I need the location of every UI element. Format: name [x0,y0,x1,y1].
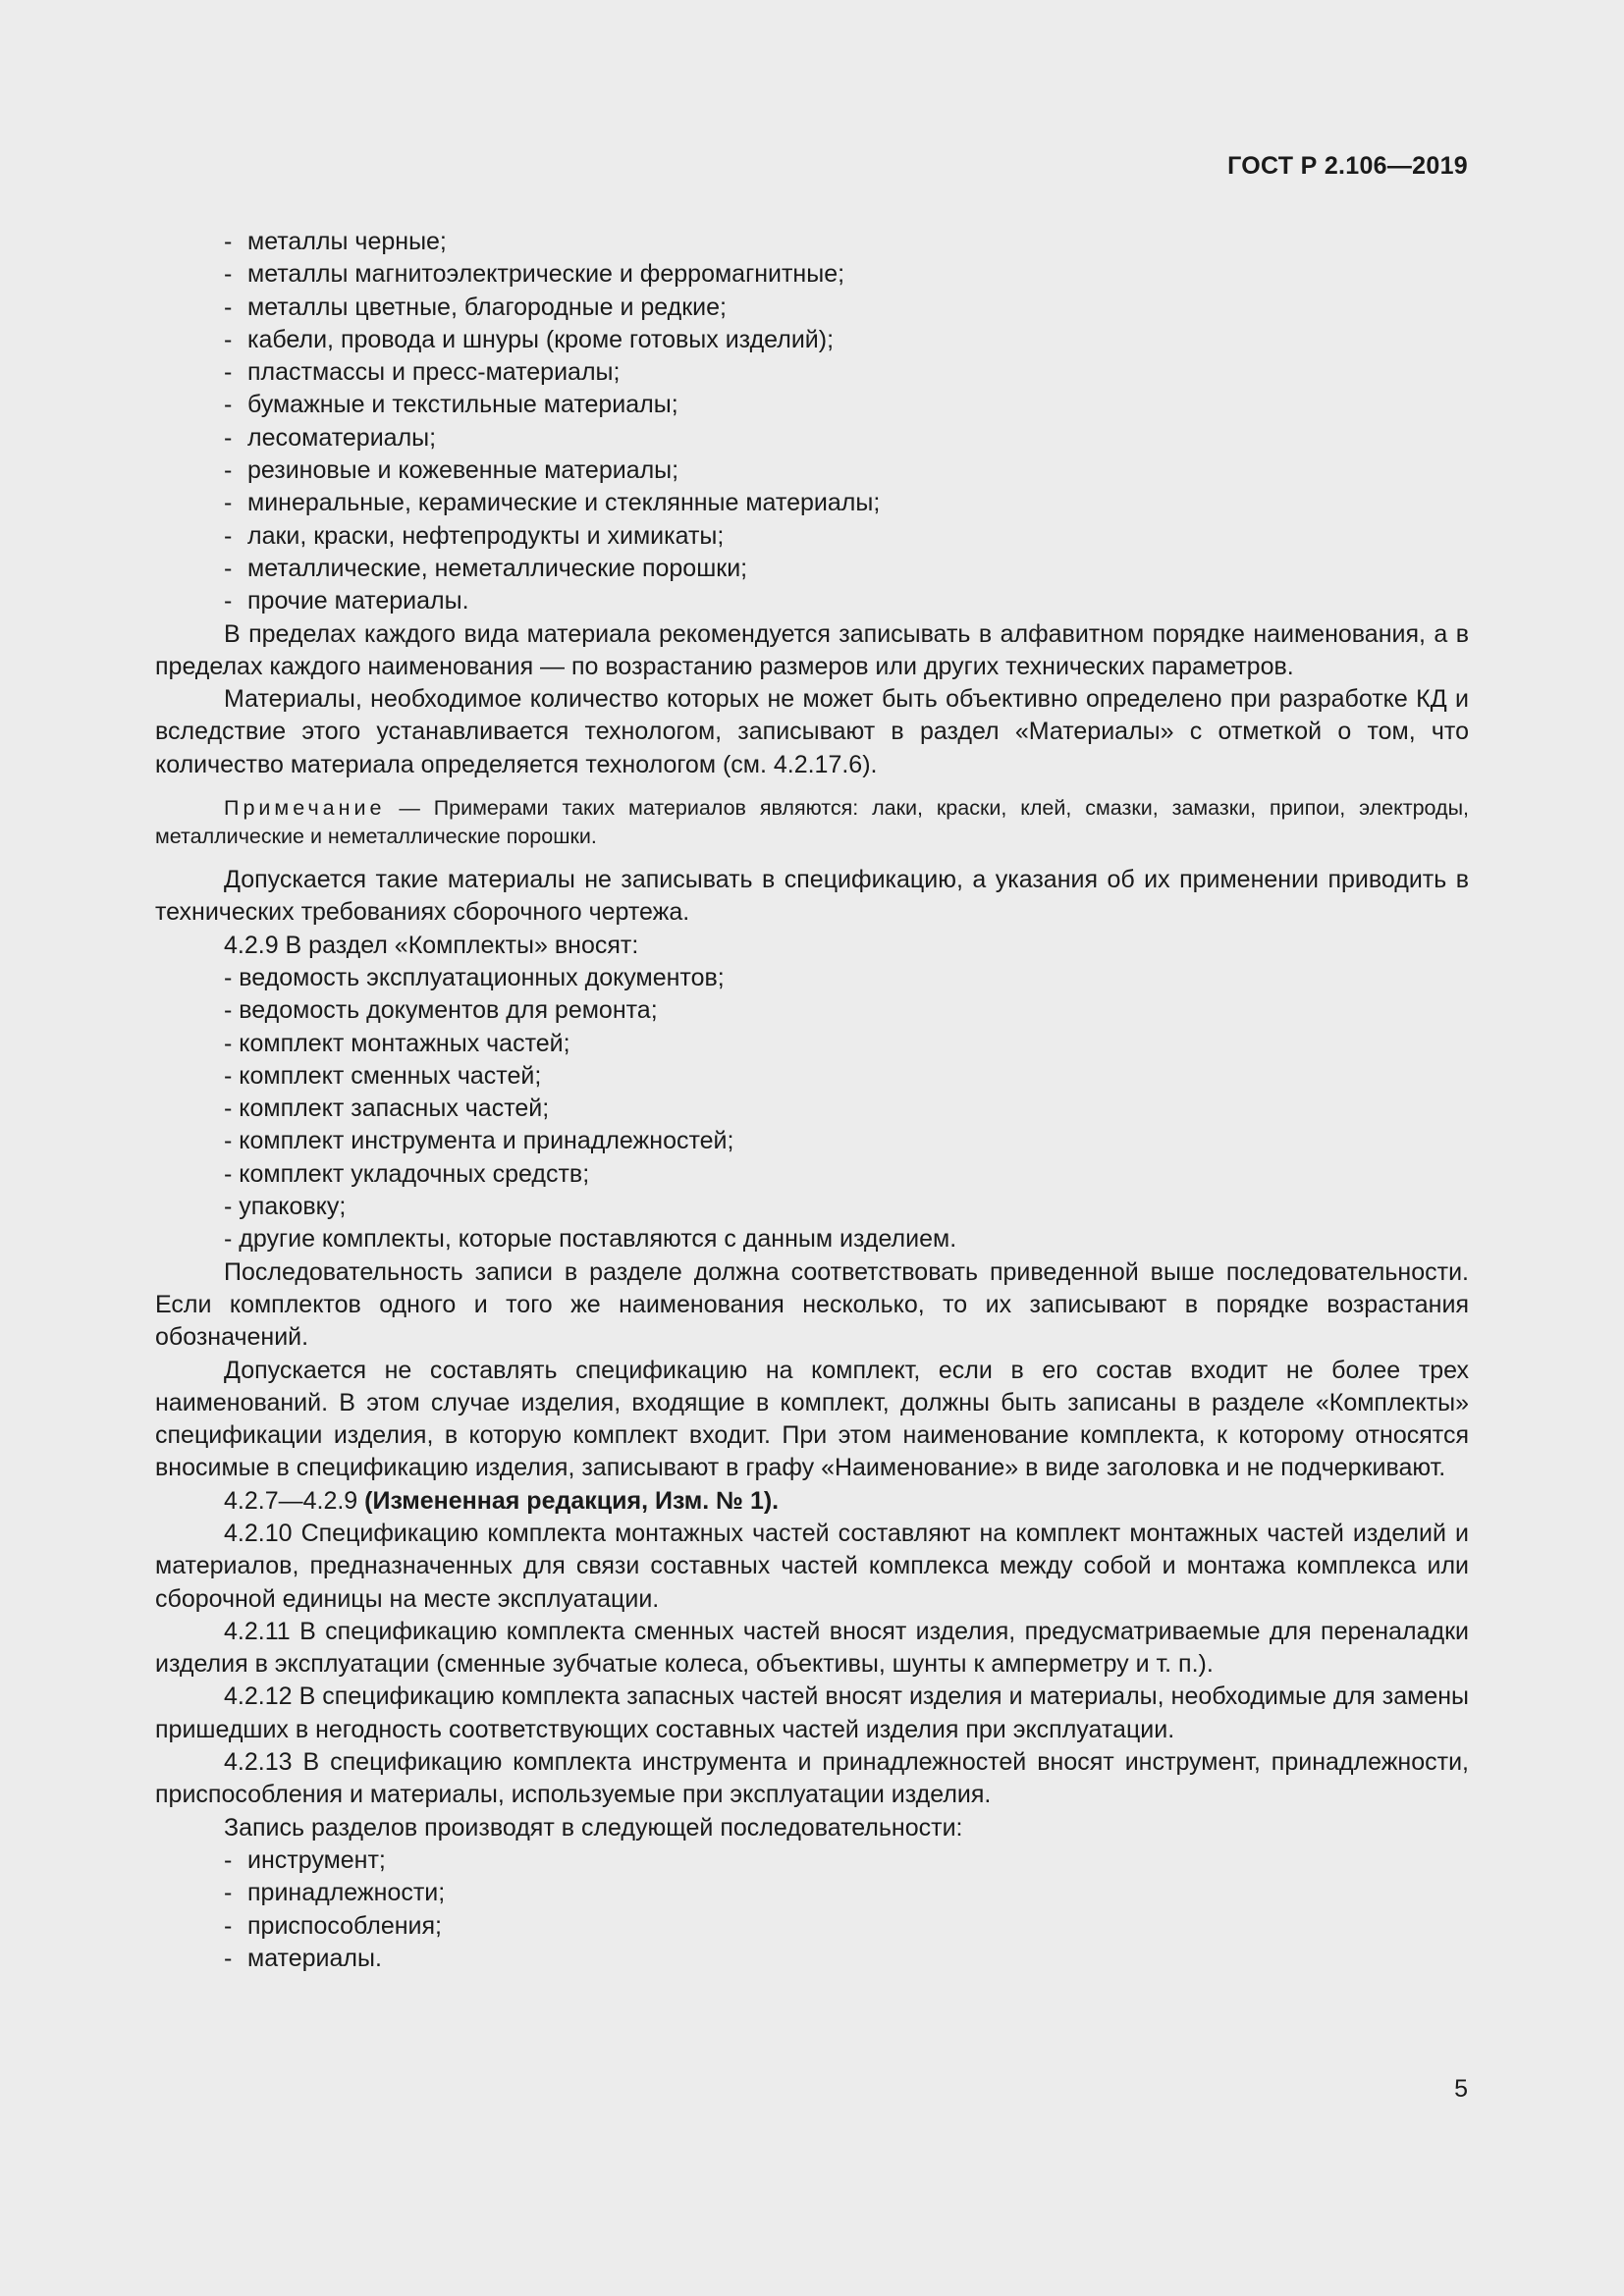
clause-4-2-12: 4.2.12 В спецификацию комплекта запасных частей вносят изделия и материалы, необходимые для замены пришедших в негодность соответствующих составных частей изделия при эксплуатации. [155,1682,1469,1743]
list-item: - металлические, неметаллические порошки; [224,554,748,582]
list-item: - ведомость эксплуатационных документов; [224,963,725,991]
list-item: - материалы. [224,1944,382,1972]
materials-list [155,226,1469,618]
list-item: - другие комплекты, которые поставляются с данным изделием. [224,1225,957,1254]
sections-list [155,1844,1469,1975]
note [155,794,1469,851]
list-item: - металлы черные; [224,228,447,255]
list-item: - кабели, провода и шнуры (кроме готовых изделий); [224,325,835,353]
kits-list [155,962,1469,1256]
list-item: - комплект запасных частей; [224,1095,550,1123]
clause-4-2-11: 4.2.11 В спецификацию комплекта сменных частей вносят изделия, предусматриваемые для переналадки изделия в эксплуатации (сменные зубчатые колеса, объективы, шунты к амперметру и т. п.). [155,1617,1469,1679]
list-item: - комплект сменных частей; [224,1061,542,1090]
paragraph-sections-order: Запись разделов производят в следующей последовательности: [224,1813,963,1842]
list-item: - принадлежности; [224,1879,446,1907]
paragraph-alphabetical-order: В пределах каждого вида материала рекомендуется записывать в алфавитном порядке наименования, а в пределах каждого наименования — по возрастанию размеров или других технических параметров. [155,619,1469,680]
list-item: - лаки, краски, нефтепродукты и химикаты; [224,521,725,550]
list-item: - лесоматериалы; [224,423,437,452]
list-item: - ведомость документов для ремонта; [224,996,658,1025]
paragraph-materials-allowed: Допускается такие материалы не записывать в спецификацию, а указания об их применении приводить в технических требованиях сборочного чертежа. [155,866,1469,927]
note-label: Примечание [224,796,386,821]
document-body [155,226,1469,1975]
paragraph-materials-by-technologist: Материалы, необходимое количество которых не может быть объективно определено при разработке КД и вследствие этого устанавливается технологом, записывают в раздел «Материалы» с отметкой о том, что количество материала определяется технологом (см. 4.2.17.6). [155,685,1469,778]
clause-4-2-13: 4.2.13 В спецификацию комплекта инструмента и принадлежностей вносят инструмент, принадлежности, приспособления и материалы, используемые при эксплуатации изделия. [155,1748,1469,1809]
clause-4-2-10: 4.2.10 Спецификацию комплекта монтажных частей составляют на комплект монтажных частей изделий и материалов, предназначенных для связи составных частей комплекса между собой и монтажа комплекса или сборочной единицы на месте эксплуатации. [155,1519,1469,1613]
paragraph-no-specification: Допускается не составлять спецификацию на комплект, если в его состав входит не более трех наименований. В этом случае изделия, входящие в комплект, должны быть записаны в разделе «Комплекты» спецификации изделия, в которую комплект входит. При этом наименование комплекта, к которому относятся вносимые в спецификацию изделия, записывают в графу «Наименование» в виде заголовка и не подчеркивают. [155,1356,1469,1482]
list-item: - бумажные и текстильные материалы; [224,391,678,419]
list-item: - комплект монтажных частей; [224,1029,570,1057]
list-item: - прочие материалы. [224,587,469,615]
paragraph-recording-sequence: Последовательность записи в разделе должна соответствовать приведенной выше последовательности. Если комплектов одного и того же наименования несколько, то их записывают в порядке возрастания обозначений. [155,1257,1469,1352]
amendment-note: 4.2.7—4.2.9 (Измененная редакция, Изм. № 1). [224,1486,780,1515]
list-item: - металлы магнитоэлектрические и ферромагнитные; [224,260,845,289]
list-item: - резиновые и кожевенные материалы; [224,456,679,485]
list-item: - комплект укладочных средств; [224,1159,590,1188]
list-item: - пластмассы и пресс-материалы; [224,358,621,387]
list-item: - комплект инструмента и принадлежностей; [224,1127,734,1155]
list-item: - упаковку; [224,1193,347,1221]
list-item: - инструмент; [224,1845,386,1874]
list-item: - приспособления; [224,1911,442,1940]
list-item: - металлы цветные, благородные и редкие; [224,293,727,321]
clause-4-2-9: 4.2.9 В раздел «Комплекты» вносят: [224,931,639,959]
list-item: - минеральные, керамические и стеклянные материалы; [224,489,881,517]
document-code-header: ГОСТ Р 2.106—2019 [1227,152,1468,180]
note-text: — Примерами таких материалов являются: лаки, краски, клей, смазки, замазки, припои, электроды, металлические и неметаллические порошки. [155,796,1469,849]
page-number: 5 [1454,2075,1468,2103]
